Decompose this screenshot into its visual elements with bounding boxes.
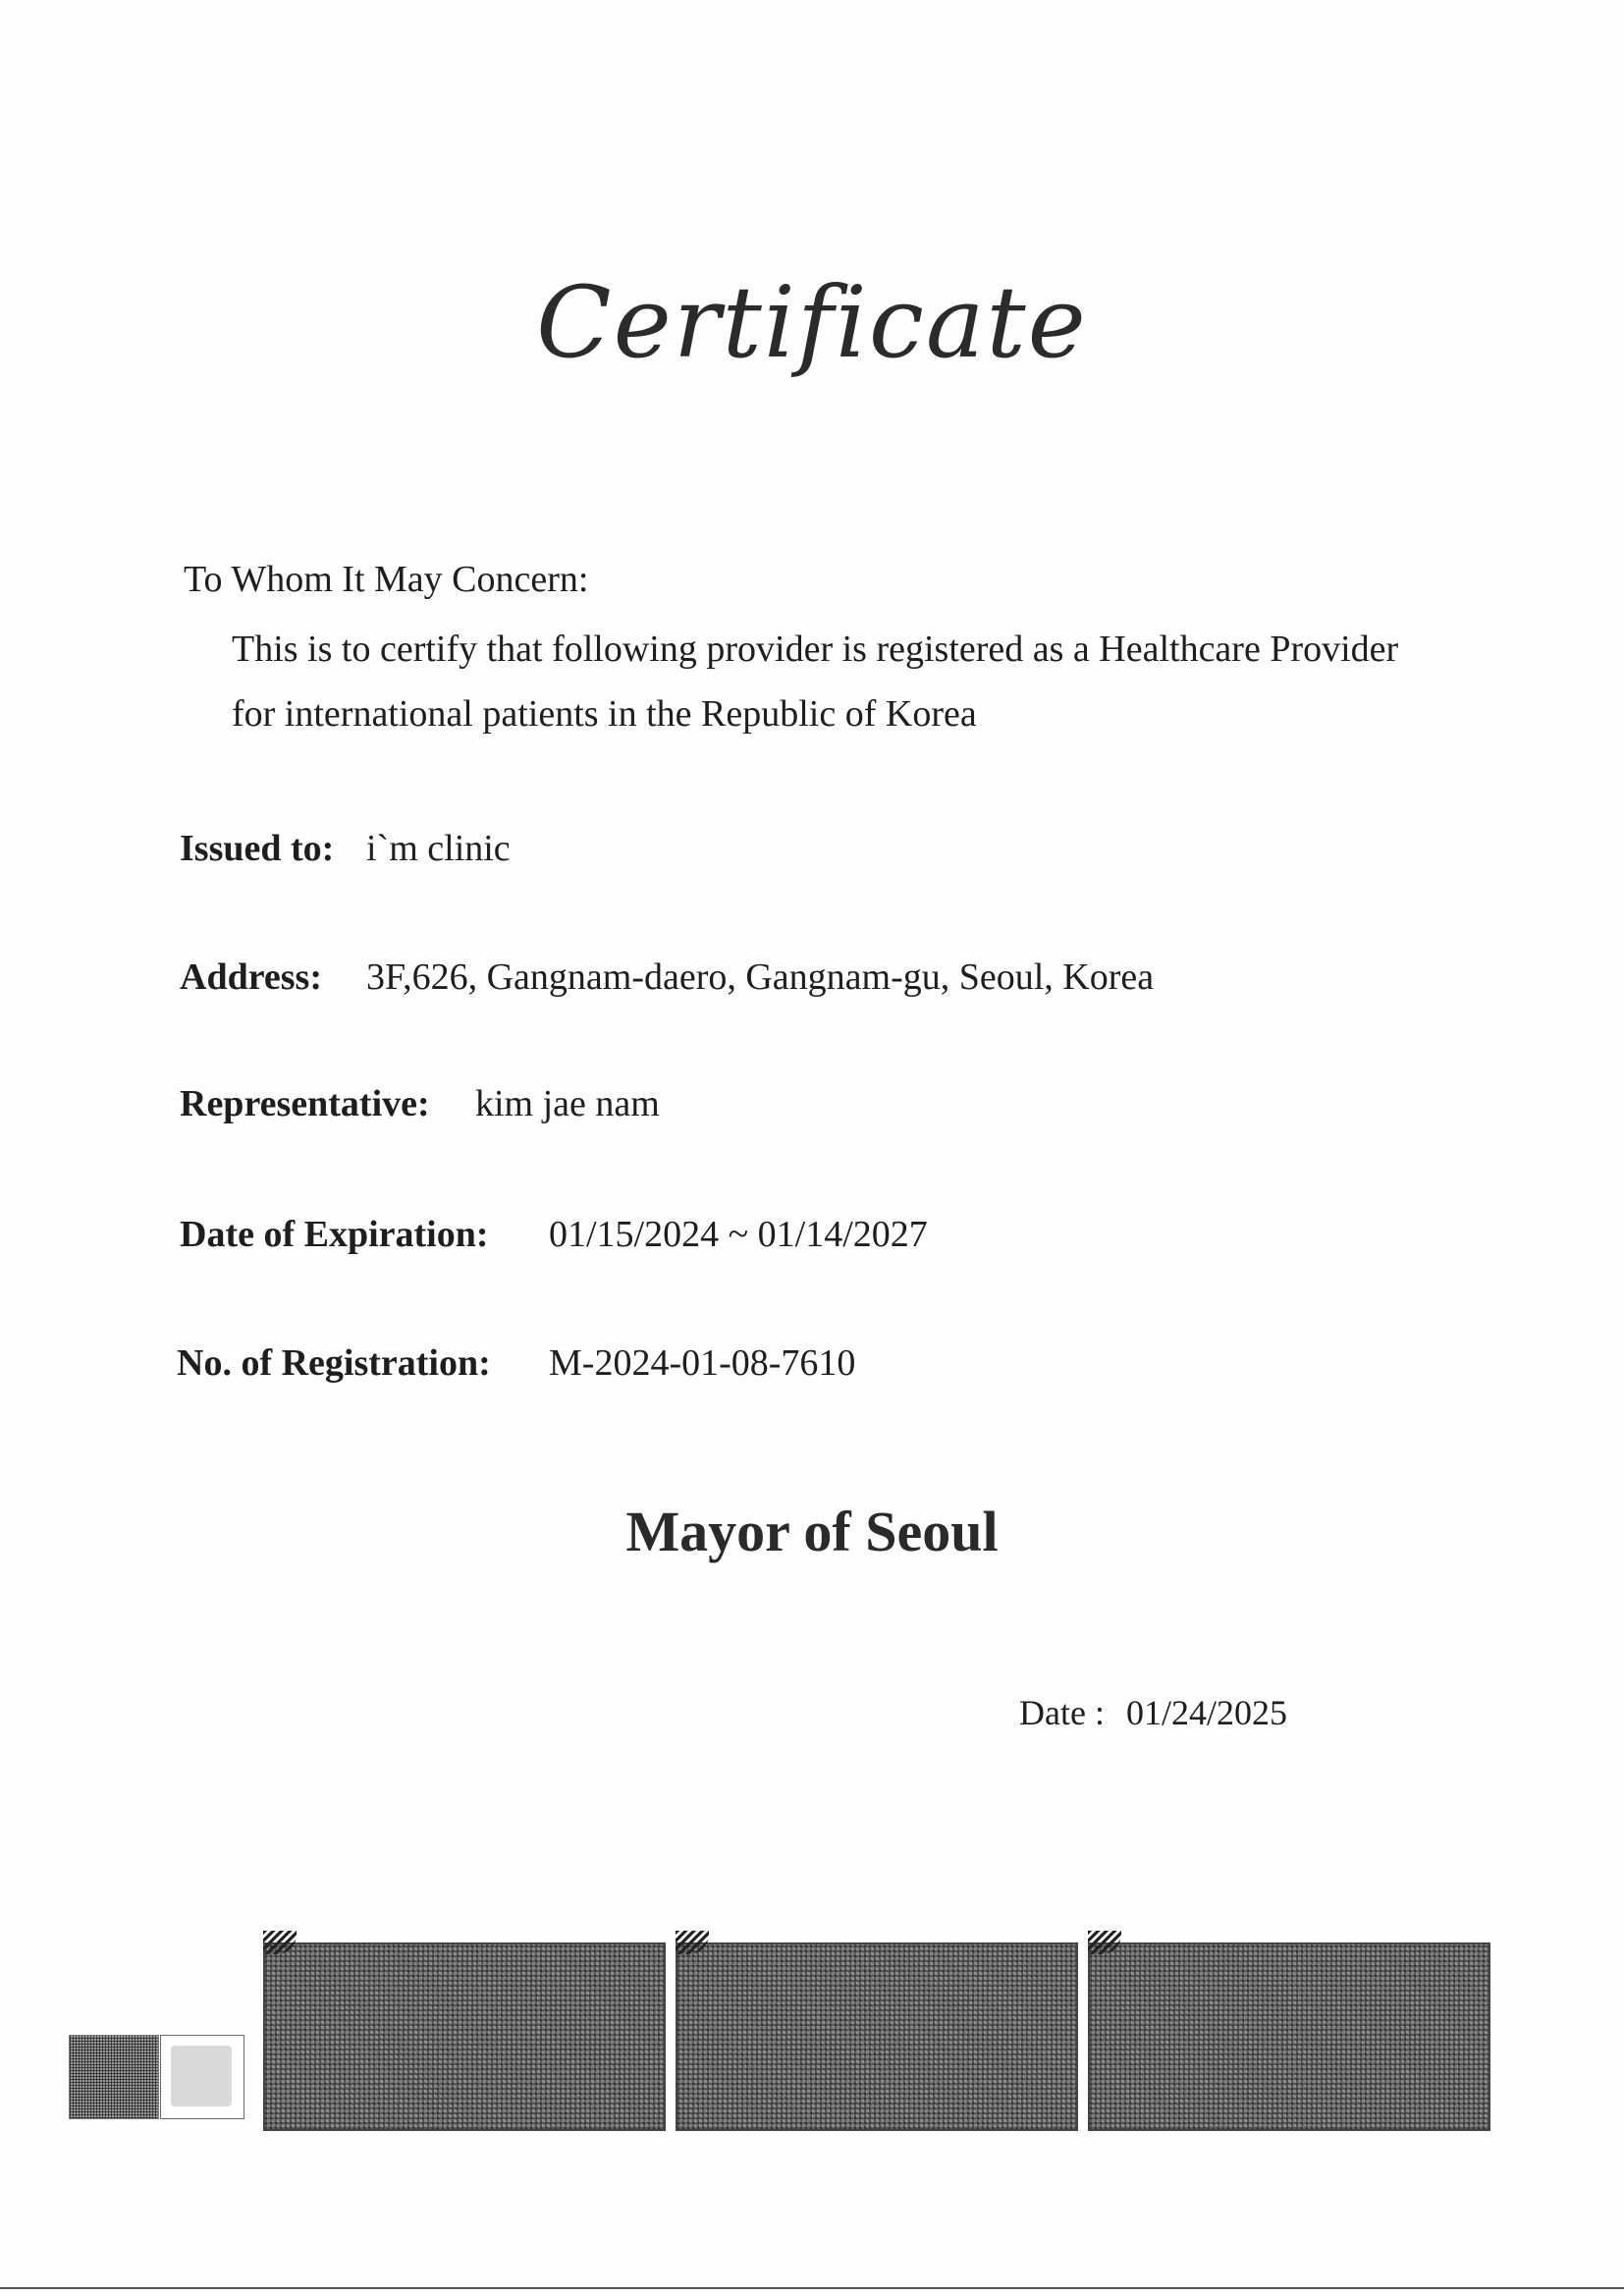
barcode-corner-icon — [1088, 1931, 1121, 1954]
representative-field — [180, 1082, 660, 1125]
statement-line-1: This is to certify that following provider is registered as a Healthcare Provider — [232, 629, 1399, 670]
address-value: 3F,626, Gangnam-daero, Gangnam-gu, Seoul, Korea — [366, 957, 1155, 998]
issue-date-value: 01/24/2025 — [1125, 1693, 1287, 1732]
verification-code-small — [69, 2035, 159, 2119]
address-field — [180, 956, 1155, 999]
barcode-corner-icon — [676, 1931, 709, 1954]
registration-value: M-2024-01-08-7610 — [549, 1342, 856, 1384]
representative-label: Representative: — [180, 1083, 430, 1124]
representative-value: kim jae nam — [475, 1083, 660, 1124]
address-label: Address: — [180, 957, 322, 998]
issued-to-field — [180, 827, 511, 870]
issuer-signature: Mayor of Seoul — [625, 1500, 999, 1563]
security-barcode-2 — [676, 1942, 1078, 2131]
page-bottom-border — [0, 2287, 1624, 2289]
salutation: To Whom It May Concern: — [184, 559, 589, 600]
issue-date-label: Date : — [1019, 1693, 1105, 1732]
security-barcode-3 — [1088, 1942, 1490, 2131]
certificate-title: Certificate — [536, 265, 1088, 380]
certification-statement — [232, 617, 1508, 746]
expiration-value: 01/15/2024 ~ 01/14/2027 — [549, 1214, 928, 1255]
seal-mark — [171, 2046, 232, 2106]
registration-label: No. of Registration: — [177, 1342, 491, 1384]
issued-to-label: Issued to: — [180, 828, 335, 869]
issue-date — [1019, 1692, 1287, 1733]
barcode-corner-icon — [263, 1931, 297, 1954]
issued-to-value: i`m clinic — [366, 828, 511, 869]
security-barcode-1 — [263, 1942, 666, 2131]
expiration-field — [180, 1213, 928, 1256]
expiration-label: Date of Expiration: — [180, 1214, 489, 1255]
registration-field — [177, 1341, 856, 1385]
document-seal-icon — [160, 2035, 244, 2119]
statement-line-2: for international patients in the Republic of Korea — [232, 693, 977, 735]
